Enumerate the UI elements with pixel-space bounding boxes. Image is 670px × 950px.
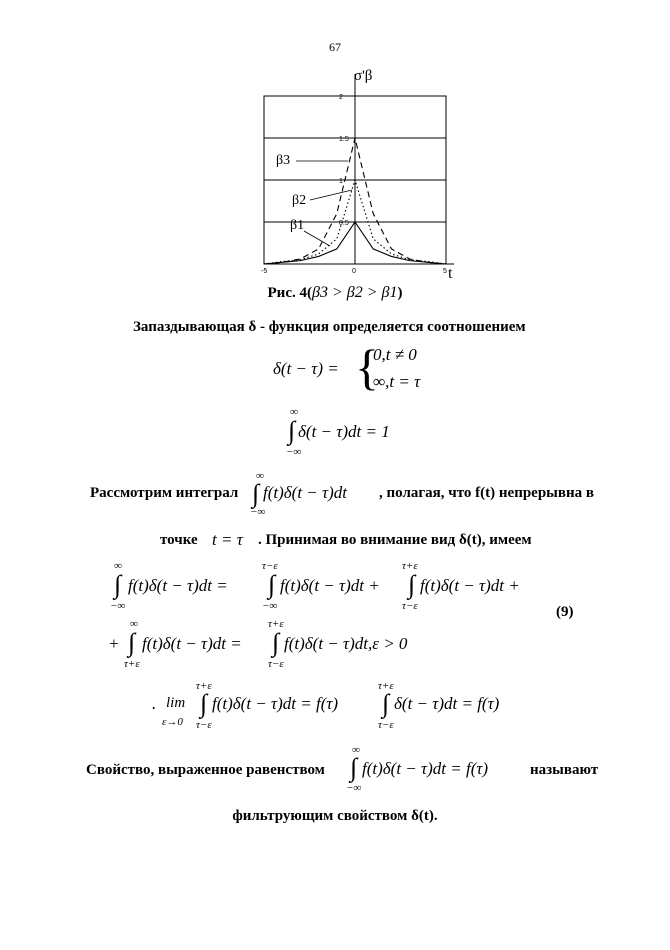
eq9-l1b-body: f(t)δ(t − τ)dt + bbox=[280, 576, 380, 595]
eq9-l2b-upper: τ+ε bbox=[268, 618, 284, 630]
eq-lim-a-upper: τ+ε bbox=[196, 680, 212, 692]
eq2-upper: ∞ bbox=[290, 406, 298, 418]
equation-9 bbox=[108, 560, 588, 672]
eq-lim-b-integral: ∫ bbox=[382, 689, 390, 718]
equation-limit bbox=[152, 680, 552, 736]
paragraph-filtering-property: фильтрующим свойством δ(t). bbox=[232, 808, 438, 824]
para4-upper: ∞ bbox=[352, 744, 360, 756]
eq9-l1b-lower: −∞ bbox=[262, 600, 278, 612]
eq-lim-a-lower: τ−ε bbox=[196, 719, 212, 731]
eq9-l2a-body: f(t)δ(t − τ)dt = bbox=[142, 634, 242, 653]
eq1-case2: ∞,t = τ bbox=[373, 372, 421, 391]
eq9-l1c-upper: τ+ε bbox=[402, 560, 418, 572]
para2-integrand: f(t)δ(t − τ)dt bbox=[263, 483, 347, 502]
para2-upper: ∞ bbox=[256, 470, 264, 482]
eq2-integral: ∫ bbox=[288, 416, 296, 445]
para4-integral: ∫ bbox=[350, 753, 358, 782]
eq9-l1b-integral: ∫ bbox=[268, 570, 276, 599]
eq1-lhs: δ(t − τ) = bbox=[273, 359, 339, 378]
para4-integrand: f(t)δ(t − τ)dt = f(τ) bbox=[362, 759, 489, 778]
eq-lim-b-upper: τ+ε bbox=[378, 680, 394, 692]
eq9-l2a-lower: τ+ε bbox=[124, 658, 140, 670]
eq9-l1c-lower: τ−ε bbox=[402, 600, 418, 612]
equation-number-9: (9) bbox=[556, 604, 574, 620]
x-tick-label: 0 bbox=[352, 268, 356, 275]
paragraph-property bbox=[86, 744, 626, 796]
caption-suffix: ) bbox=[397, 285, 403, 301]
para3-after: . Принимая во внимание вид δ(t), имеем bbox=[258, 532, 532, 548]
eq9-l1c-body: f(t)δ(t − τ)dt + bbox=[420, 576, 520, 595]
equation-delta-definition bbox=[273, 339, 473, 396]
eq9-l2-plus: + bbox=[108, 634, 120, 653]
eq-lim-sub: ε→0 bbox=[162, 716, 183, 728]
para2-after: , полагая, что f(t) непрерывна в bbox=[379, 485, 594, 501]
eq-lim-b-lower: τ−ε bbox=[378, 719, 394, 731]
y-tick-label: 1 bbox=[339, 178, 343, 185]
eq9-l1b-upper: τ−ε bbox=[262, 560, 278, 572]
para4-after: называют bbox=[530, 762, 599, 778]
para2-lower: −∞ bbox=[250, 506, 266, 518]
delta-function-chart bbox=[236, 66, 466, 284]
paragraph-at-point bbox=[160, 530, 580, 552]
x-axis-label: t bbox=[448, 265, 453, 282]
eq9-l1a-lower: −∞ bbox=[110, 600, 126, 612]
eq9-l2b-body: f(t)δ(t − τ)dt,ε > 0 bbox=[284, 634, 408, 653]
eq9-l2a-upper: ∞ bbox=[130, 618, 138, 630]
eq9-l1c-integral: ∫ bbox=[408, 570, 416, 599]
para2-integral: ∫ bbox=[252, 479, 260, 508]
eq9-l2b-lower: τ−ε bbox=[268, 658, 284, 670]
para3-math: t = τ bbox=[212, 530, 243, 549]
eq9-l2a-integral: ∫ bbox=[128, 628, 136, 657]
eq9-l1a-body: f(t)δ(t − τ)dt = bbox=[128, 576, 228, 595]
eq-lim-word: lim bbox=[166, 695, 186, 711]
eq-lim-b-body: δ(t − τ)dt = f(τ) bbox=[394, 694, 500, 713]
para4-before: Свойство, выраженное равенством bbox=[86, 762, 325, 778]
eq2-body: δ(t − τ)dt = 1 bbox=[298, 422, 390, 441]
page-number: 67 bbox=[329, 40, 341, 54]
y-tick-label: 2 bbox=[339, 94, 343, 101]
figure-caption bbox=[0, 284, 670, 302]
para2-before: Рассмотрим интеграл bbox=[90, 485, 239, 501]
y-tick-label: 1.5 bbox=[339, 136, 349, 143]
eq1-brace: { bbox=[355, 339, 379, 395]
x-tick-label: -5 bbox=[261, 268, 268, 275]
y-tick-label: 0.5 bbox=[339, 220, 349, 227]
paragraph-consider-integral bbox=[90, 468, 610, 518]
annotation-beta2-leader bbox=[310, 190, 352, 200]
y-axis-label: σ'β bbox=[354, 68, 373, 84]
para3-before: точке bbox=[160, 532, 198, 548]
para4-lower: −∞ bbox=[346, 782, 362, 794]
annotation-beta1: β1 bbox=[290, 218, 305, 233]
eq9-l1a-upper: ∞ bbox=[114, 560, 122, 572]
eq-lim-a-integral: ∫ bbox=[200, 689, 208, 718]
chart-grid bbox=[264, 74, 454, 264]
eq9-l1a-integral: ∫ bbox=[114, 570, 122, 599]
eq1-case1: 0,t ≠ 0 bbox=[373, 345, 417, 364]
eq2-lower: −∞ bbox=[286, 446, 302, 458]
eq-lim-dot: . bbox=[152, 694, 157, 713]
caption-prefix: Рис. 4( bbox=[267, 285, 312, 301]
equation-normalization bbox=[284, 406, 424, 458]
eq-lim-a-body: f(t)δ(t − τ)dt = f(τ) bbox=[212, 694, 339, 713]
x-tick-label: 5 bbox=[443, 268, 447, 275]
caption-math: β3 > β2 > β1 bbox=[311, 284, 398, 301]
annotation-beta3: β3 bbox=[276, 153, 291, 168]
annotation-beta2: β2 bbox=[292, 193, 307, 208]
paragraph-retarded-delta: Запаздывающая δ - функция определяется соотношением bbox=[133, 319, 526, 335]
eq9-l2b-integral: ∫ bbox=[272, 628, 280, 657]
